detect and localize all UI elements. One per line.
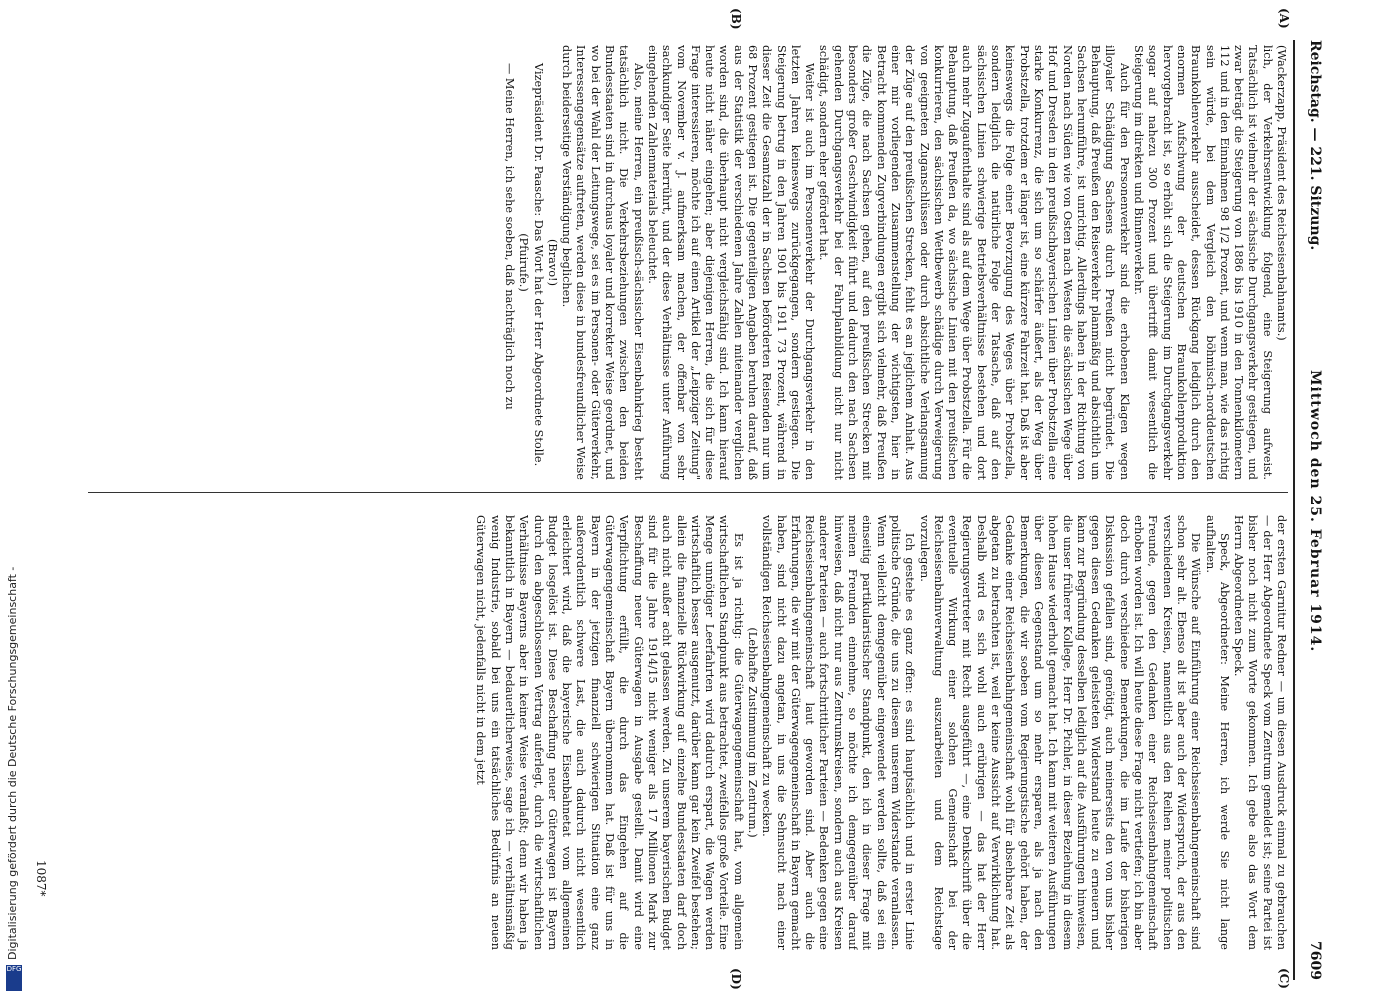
credit-strip: [4, 0, 24, 1000]
right-column: [38, 515, 1288, 950]
margin-letter-b: (B): [729, 8, 743, 30]
credit-text: Digitalisierung gefördert durch die Deutsche Forschungsgemeinschaft -: [6, 566, 19, 960]
interjection: (Bravo!): [545, 239, 559, 286]
paragraph: — Meine Herren, ich sehe soeben, daß nachträglich noch zu: [502, 63, 516, 410]
paragraph: Also, meine Herren, ein preußisch-sächsischer Eisenbahnkrieg besteht tatsächlich nicht. Die Verkehrsbeziehungen zwischen den beiden Bundesstaaten sind in durchaus loyaler und korrekter Weise geordnet, und wo bei der Wahl der Leitungswege, sei es im Personen- oder Güterverkehr, Interessengegensätze auftreten, werden diese in bundesfreundlicher Weise durch beiderseitige Verständigung beglichen.: [560, 45, 645, 480]
paragraph: der ersten Garnitur Redner — um diesen Ausdruck einmal zu gebrauchen — der Herr Abgeordnete Speck vom Zentrum gemeldet ist; seine Partei ist bisher noch nicht zum Worte gekommen. Ich gebe also das Wort dem Herrn Abgeordneten Speck.: [1232, 515, 1288, 950]
interjection: (Lebhafte Zustimmung im Zentrum.): [746, 627, 760, 838]
page-header: [1293, 40, 1323, 980]
speaker-tag: (Wackerzapp, Präsident des Reichseisenbahnamts.): [1275, 45, 1288, 341]
paragraph: Es ist ja richtig: die Güterwagengemeinschaft hat, vom allgemein wirtschaftlichen Standpunkt aus betrachtet, zweifellos große Vorteile. Eine Menge unnötiger Leerfahrten wird dadurch erspart, die Wagen werden wirtschaftlich besser ausgenutzt, darüber kann gar kein Zweifel bestehen; allein die finanzielle Rückwirkung auf einzelne Bundesstaaten darf doch auch nicht außer acht gelassen werden. Zu unserem bayerischen Budget sind für die Jahre 1914/15 nicht weniger als 17 Millionen Mark zur Beschaffung neuer Güterwagen in Ausgabe gestellt. Damit wird eine Verpflichtung erfüllt, die durch das Eingehen auf die Güterwagengemeinschaft Bayern übernommen hat. Daß ist für uns in Bayern in der jetzigen finanziell schwierigen Situation eine ganz außerordentlich schwere Last, die auch dadurch nicht wesentlich erleichtert wird, daß die bayerische Eisenbahnetat vom allgemeinen Budget losgelöst ist. Diese Beschaffung neuer Güterwagen ist Bayern durch den abgeschlossenen Vertrag auferlegt, durch die wirtschaftlichen Verhältnisse Bayerns aber in keiner Weise veranlaßt; denn wir haben ja bekanntlich in Bayern — bedauerlicherweise, sage ich — verhältnismäßig wenig Industrie, sobald bei uns ein tatsächliches Bedürfnis an neuen Güterwagen nicht, jedenfalls nicht in dem jetzt: [474, 515, 745, 950]
margin-letter-a: (A): [1277, 8, 1291, 29]
paragraph: Die Wünsche auf Einführung einer Reichseisenbahngemeinschaft sind schon sehr alt. Ebenso alt ist aber auch der Widerspruch, der aus den verschiedenen Kreisen, namentlich aus den Reihen meiner politischen Freunde, gegen den Gedanken einer Reichseisenbahngemeinschaft erhoben worden ist. Ich will heute diese Frage nicht vertiefen; ich bin aber doch durch verschiedene Bemerkungen, die im Laufe der bisherigen Diskussion gefallen sind, genötigt, auch meinerseits den von uns bisher gegen diesen Gedanken geleisteten Widerstand heute zu erneuern und kann zur Begründung desselben lediglich auf die Ausführungen hinweisen, die unser früherer Kollege, Herr Dr. Pichler, in dieser Beziehung in diesem hohen Hause wiederholt gemacht hat. Ich kann mit weiteren Ausführungen über diesen Gegenstand um so mehr ersparen, als ja nach den Bemerkungen, die wir soeben vom Regierungstische gehört haben, der Gedanke einer Reichseisenbahngemeinschaft wohl für absehbare Zeit als abgetan zu betrachten ist, weil er keine Aussicht auf Verwirklichung hat. Deshalb wird es sich wohl auch erübrigen — das hat der Herr Regierungsvertreter mit Recht ausgeführt —, eine Denkschrift über die eventuelle Wirkung einer solchen Gemeinschaft bei der Reichseisenbahnverwaltung auszuarbeiten und dem Reichstage vorzulegen.: [917, 515, 1203, 950]
paragraph: Weiter ist auch im Personenverkehr der Durchgangsverkehr in den letzten Jahren keineswegs zurückgegangen, sondern gestiegen. Die Steigerung betrug in den Jahren 1901 bis 1911 73 Prozent, während in dieser Zeit die Gesamtzahl der in Sachsen beförderten Reisenden nur um 68 Prozent gestiegen ist. Die gegenteiligen Angaben beruhen darauf, daß aus der Statistik der verschiedenen Jahre Zahlen miteinander verglichen worden sind, die überhaupt nicht vergleichsfähig sind. Ich kann hierauf heute nicht näher eingehen; aber diejenigen Herren, die sich für diese Frage interessieren, möchte ich auf einen Artikel der „Leipziger Zeitung" vom November v. J. aufmerksam machen, der offenbar von sehr sachkundiger Seite herrührt, und der diese Verhältnisse unter Anführung eingehenden Zahlenmaterials beleuchtet.: [645, 45, 817, 480]
page-number: 7609: [1307, 941, 1323, 980]
dfg-logo: DFG: [6, 965, 22, 991]
header-date: Mittwoch den 25. Februar 1914.: [1307, 370, 1323, 653]
column-divider: [88, 492, 1288, 493]
paragraph: Speck, Abgeordneter: Meine Herren, ich werde Sie nicht lange aufhalten.: [1203, 515, 1231, 950]
header-rule: [1293, 40, 1295, 980]
paragraph: Vizepräsident Dr. Paasche: Das Wort hat der Herr Abgeordnete Stolle.: [531, 63, 545, 467]
paragraph: Auch für den Personenverkehr sind die erhobenen Klagen wegen illoyaler Schädigung Sachsens durch Preußen nicht begründet. Die Behauptung, daß Preußen den Reiseverkehr planmäßig und absichtlich um Sachsen herumführe, ist unrichtig. Allerdings haben in der Richtung von Norden nach Süden wie von Osten nach Westen die sächsischen Wege über Hof und Dresden in den preußischbayerischen Linien über Probstzella eine starke Konkurrenz, die sich um so schärfer äußert, als der Weg über Probstzella, trotzdem er länger ist, eine kürzere Fahrzeit hat. Daß ist aber keineswegs die Folge einer Bevorzugung des Weges über Probstzella, sondern lediglich die natürliche Folge der Tatsache, daß auf den sächsischen Linien schwierige Betriebsverhältnisse bestehen und dort auch mehr Zugaufenthalte sind als auf dem Wege über Probstzella. Für die Behauptung, daß Preußen da, wo sächsische Linien mit den preußischen konkurrieren, den sächsischen Wettbewerb schädige durch Verweigerung von geeigneten Zuganschlüssen oder durch absichtliche Verlangsamung der Züge auf den preußischen Strecken, fehlt es an jeglichem Anhalt. Aus einer mir vorliegenden Zusammenstellung der wichtigsten, hier in Betracht kommenden Zugverbindungen ergibt sich vielmehr, daß Preußen die Züge, die nach Sachsen gehen, auf den preußischen Strecken mit besonders großer Geschwindigkeit führt und dadurch den nach Sachsen gehenden Durchgangsverkehr bei der Fahrplanbildung nicht nur nicht schädigt, sondern eher gefördert hat.: [817, 45, 1131, 480]
margin-letter-c: (C): [1277, 968, 1291, 989]
footer-number: 1087*: [34, 860, 48, 897]
interjection: (Pfuirufe.): [517, 233, 531, 292]
header-left: Reichstag. — 221. Sitzung.: [1307, 40, 1323, 251]
margin-letter-d: (D): [729, 968, 743, 990]
paragraph: lich, der Verkehrsentwicklung folgend, eine Steigerung aufweist. Tatsächlich ist vielmehr der sächsische Durchgangsverkehr gestiegen, und zwar beträgt die Steigerung von 1886 bis 1910 in den Tonnenkilometern 112 und in den Einnahmen 98 1/2 Prozent, und wenn man, wie das richtig sein würde, bei dem Vergleich den böhmisch-norddeutschen Braunkohlenverkehr ausscheidet, dessen Rückgang lediglich durch den enormen Aufschwung der deutschen Braunkohlenproduktion hervorgebracht ist, so erhöht sich die Steigerung im Durchgangsverkehr sogar auf nahezu 300 Prozent und übertrifft damit wesentlich die Steigerung im direkten und Binnenverkehr.: [1132, 45, 1274, 480]
left-column: [38, 45, 1288, 480]
paragraph: Ich gestehe es ganz offen: es sind hauptsächlich und in erster Linie politische Gründe, die uns zu diesem unserem Widerstande veranlassen. Wenn vielleicht demgegenüber eingewendet werden sollte, daß sei ein einseitig partikularistischer Standpunkt, den ich in dieser Frage mit meinen Freunden einnehme, so möchte ich demgegenüber darauf hinweisen, daß nicht nur aus Zentrumskreisen, sondern auch aus Kreisen anderer Parteien — auch fortschrittlicher Parteien — Bedenken gegen eine Reichseisenbahngemeinschaft laut geworden sind. Aber auch die Erfahrungen, die wir mit der Güterwagengemeinschaft in Bayern gemacht haben, sind nicht dazu angetan, in uns die Sehnsucht nach einer vollständigen Reichseisenbahngemeinschaft zu wecken.: [760, 515, 917, 950]
